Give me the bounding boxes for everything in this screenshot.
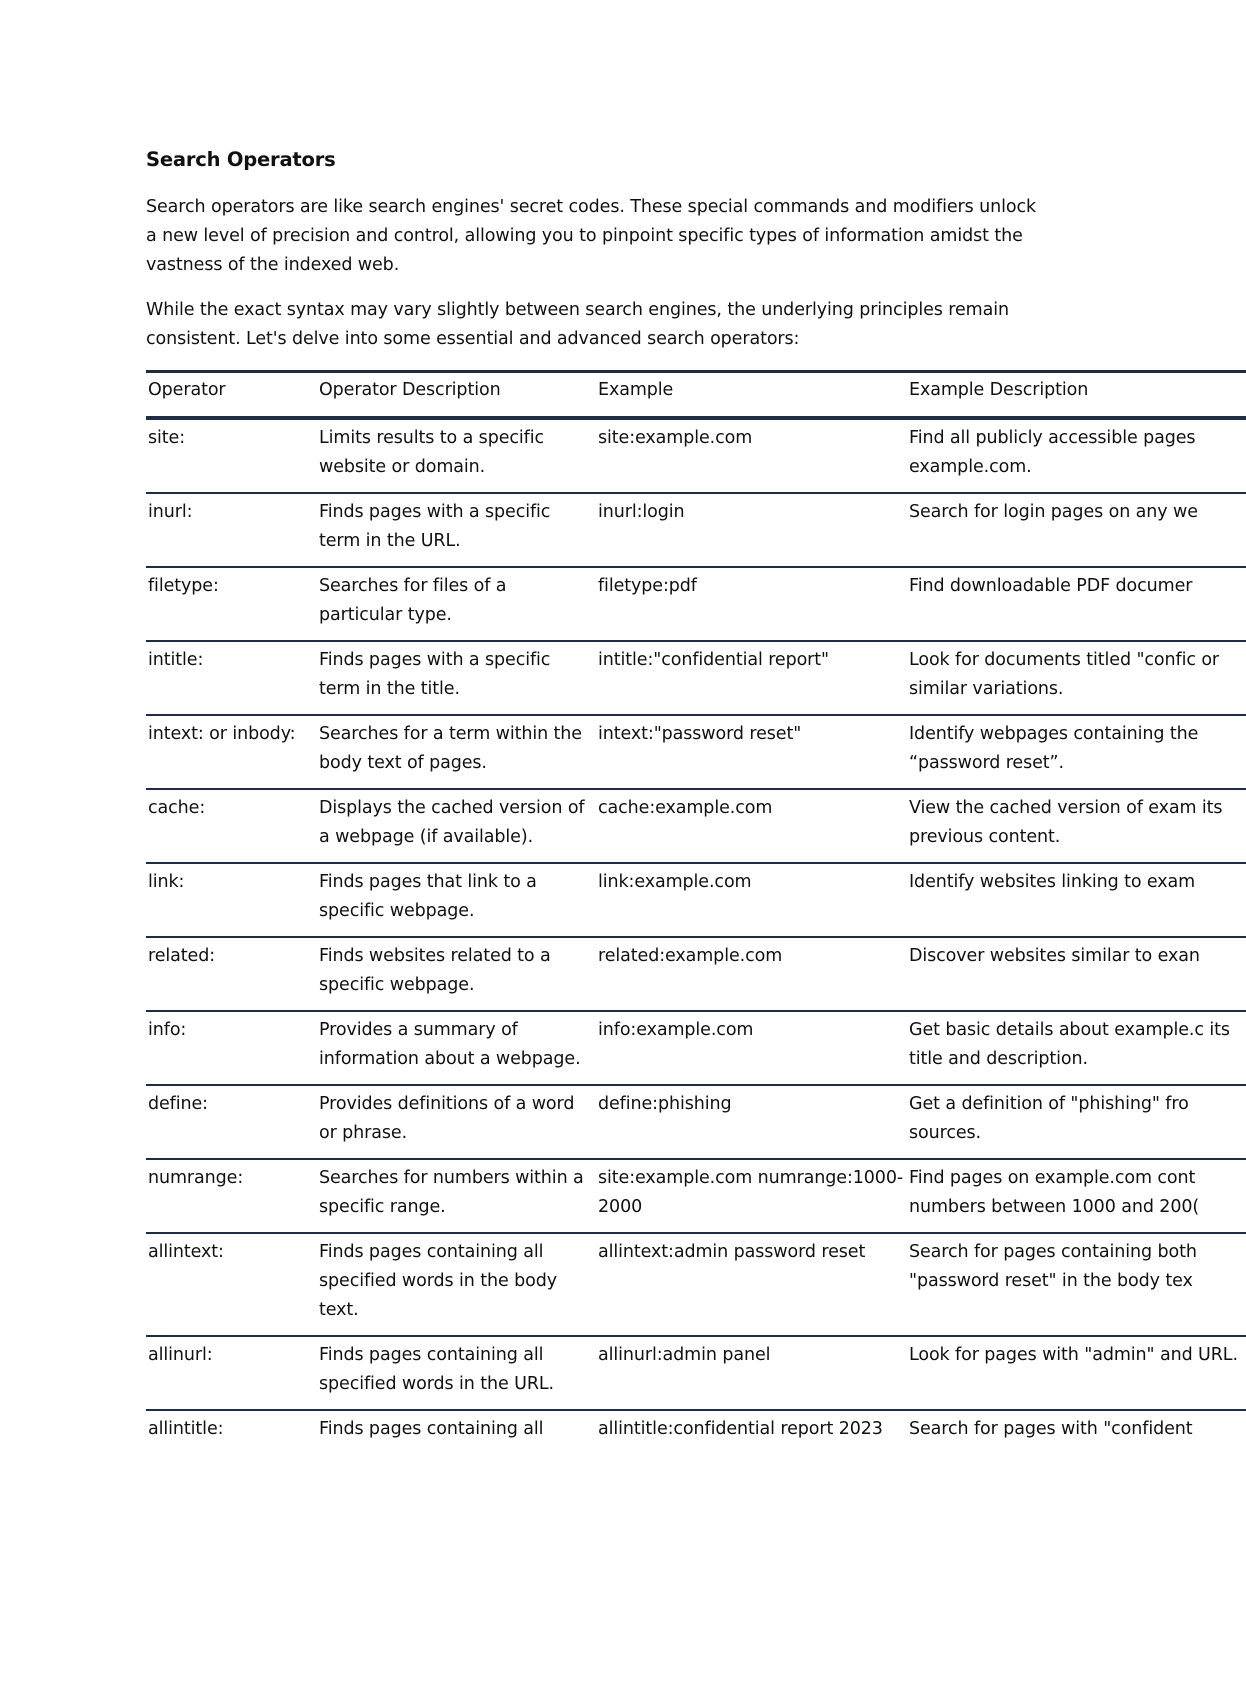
operator-cell: allinurl: bbox=[148, 1345, 213, 1365]
operator-cell: define: bbox=[148, 1094, 208, 1114]
operator-description-cell: Limits results to a specific website or domain. bbox=[319, 428, 544, 477]
example-cell: allintitle:confidential report 2023 bbox=[598, 1419, 883, 1439]
table-row bbox=[146, 863, 1246, 937]
table-row bbox=[146, 789, 1246, 863]
operator-cell: numrange: bbox=[148, 1168, 244, 1188]
example-cell: intitle:"confidential report" bbox=[598, 650, 829, 670]
example-cell: allintext:admin password reset bbox=[598, 1242, 866, 1262]
example-cell: related:example.com bbox=[598, 946, 783, 966]
example-description-cell: Identify websites linking to exam bbox=[909, 872, 1196, 892]
operator-cell: site: bbox=[148, 428, 186, 448]
example-description-cell: Get a definition of "phishing" fro sources. bbox=[909, 1094, 1189, 1143]
header-row bbox=[146, 372, 1246, 419]
section-heading: Search Operators bbox=[146, 148, 336, 171]
operator-cell: link: bbox=[148, 872, 185, 892]
table-row bbox=[146, 1233, 1246, 1336]
example-cell: site:example.com numrange:1000-2000 bbox=[598, 1168, 904, 1217]
header-cell-example: Example bbox=[598, 380, 674, 400]
table-row bbox=[146, 1159, 1246, 1233]
document-content bbox=[146, 146, 1246, 1454]
example-cell: filetype:pdf bbox=[598, 576, 697, 596]
example-description-cell: Search for login pages on any we bbox=[909, 502, 1198, 522]
operator-description-cell: Searches for numbers within a specific range. bbox=[319, 1168, 584, 1217]
operator-description-cell: Provides definitions of a word or phrase. bbox=[319, 1094, 575, 1143]
example-description-cell: Get basic details about example.c its title and description. bbox=[909, 1020, 1230, 1069]
table-row bbox=[146, 715, 1246, 789]
operator-description-cell: Finds pages with a specific term in the URL. bbox=[319, 502, 551, 551]
intro-paragraph: Search operators are like search engines' secret codes. These special commands and modifiers unlock a new level of precision and control, allowing you to pinpoint specific types of information amidst the vastness of the indexed web. bbox=[146, 197, 1037, 275]
example-cell: define:phishing bbox=[598, 1094, 732, 1114]
example-description-cell: Find pages on example.com cont numbers between 1000 and 200( bbox=[909, 1168, 1200, 1217]
operator-cell: cache: bbox=[148, 798, 206, 818]
table-row bbox=[146, 418, 1246, 493]
example-description-cell: Search for pages containing both "password reset" in the body tex bbox=[909, 1242, 1197, 1291]
table-row bbox=[146, 937, 1246, 1011]
example-description-cell: Look for documents titled "confic or similar variations. bbox=[909, 650, 1220, 699]
header-cell-operator: Operator bbox=[148, 380, 226, 400]
operator-cell: allintext: bbox=[148, 1242, 224, 1262]
operator-description-cell: Finds pages containing all bbox=[319, 1419, 544, 1439]
operator-cell: info: bbox=[148, 1020, 187, 1040]
example-cell: link:example.com bbox=[598, 872, 752, 892]
operator-description-cell: Finds pages containing all specified words in the URL. bbox=[319, 1345, 555, 1394]
operator-cell: filetype: bbox=[148, 576, 219, 596]
example-cell: site:example.com bbox=[598, 428, 753, 448]
operator-description-cell: Finds pages that link to a specific webpage. bbox=[319, 872, 537, 921]
table-row bbox=[146, 567, 1246, 641]
header-cell-operator-description: Operator Description bbox=[319, 380, 501, 400]
example-cell: info:example.com bbox=[598, 1020, 754, 1040]
table-row bbox=[146, 641, 1246, 715]
operator-cell: inurl: bbox=[148, 502, 193, 522]
table-row bbox=[146, 1085, 1246, 1159]
example-cell: allinurl:admin panel bbox=[598, 1345, 771, 1365]
operator-description-cell: Searches for files of a particular type. bbox=[319, 576, 507, 625]
example-description-cell: Discover websites similar to exan bbox=[909, 946, 1200, 966]
table-row bbox=[146, 493, 1246, 567]
operator-description-cell: Displays the cached version of a webpage (if available). bbox=[319, 798, 585, 847]
table-row bbox=[146, 1011, 1246, 1085]
table-row bbox=[146, 1410, 1246, 1454]
operator-cell: allintitle: bbox=[148, 1419, 224, 1439]
operator-description-cell: Finds websites related to a specific webpage. bbox=[319, 946, 551, 995]
example-description-cell: Find all publicly accessible pages example.com. bbox=[909, 428, 1196, 477]
example-description-cell: Identify webpages containing the “password reset”. bbox=[909, 724, 1199, 773]
table-header bbox=[146, 372, 1246, 419]
example-description-cell: Search for pages with "confident bbox=[909, 1419, 1193, 1439]
operator-description-cell: Finds pages with a specific term in the title. bbox=[319, 650, 551, 699]
example-cell: cache:example.com bbox=[598, 798, 773, 818]
example-cell: intext:"password reset" bbox=[598, 724, 802, 744]
operator-cell: intitle: bbox=[148, 650, 204, 670]
syntax-paragraph: While the exact syntax may vary slightly between search engines, the underlying principles remain consistent. Let's delve into some essential and advanced search operators: bbox=[146, 300, 1009, 349]
operator-description-cell: Finds pages containing all specified words in the body text. bbox=[319, 1242, 558, 1320]
example-description-cell: View the cached version of exam its previous content. bbox=[909, 798, 1223, 847]
operator-cell: intext: or inbody: bbox=[148, 724, 296, 744]
header-cell-example-description: Example Description bbox=[909, 380, 1089, 400]
search-operators-table bbox=[146, 370, 1246, 1454]
example-description-cell: Look for pages with "admin" and URL. bbox=[909, 1345, 1238, 1365]
example-cell: inurl:login bbox=[598, 502, 685, 522]
example-description-cell: Find downloadable PDF documer bbox=[909, 576, 1193, 596]
operator-description-cell: Provides a summary of information about a webpage. bbox=[319, 1020, 581, 1069]
table-row bbox=[146, 1336, 1246, 1410]
operator-cell: related: bbox=[148, 946, 215, 966]
operator-description-cell: Searches for a term within the body text of pages. bbox=[319, 724, 582, 773]
table-body bbox=[146, 418, 1246, 1454]
